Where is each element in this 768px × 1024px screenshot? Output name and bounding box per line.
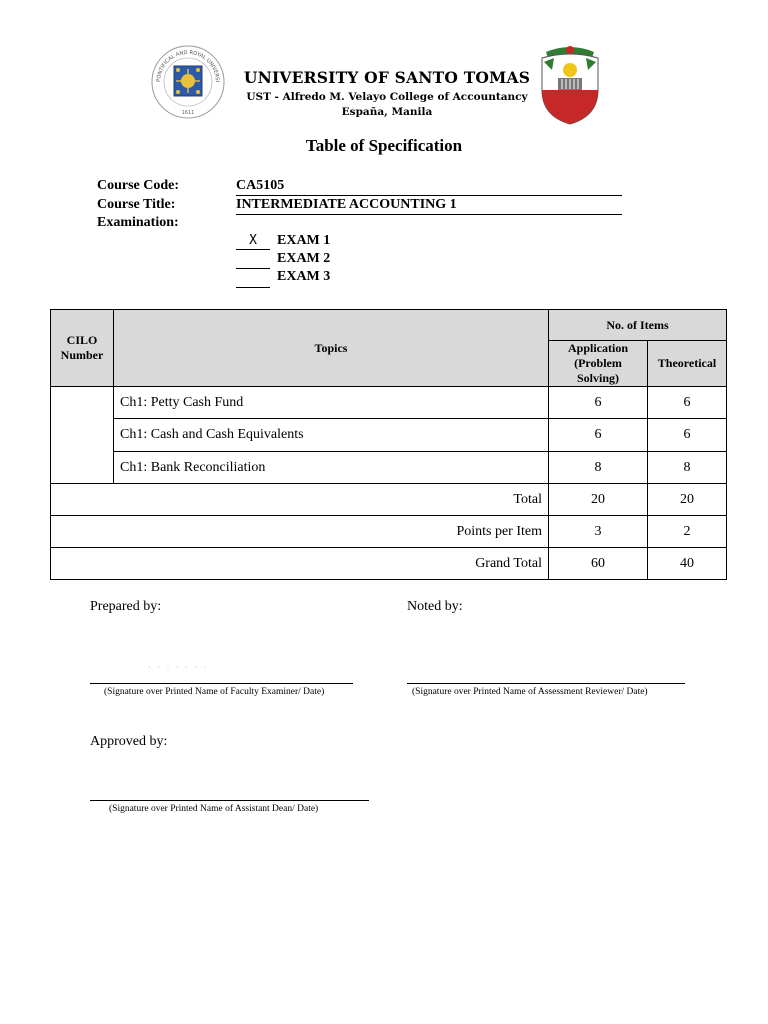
exam-3-mark	[236, 271, 270, 288]
theoretical-cell: 6	[648, 419, 727, 452]
total-label: Total	[51, 484, 549, 516]
theoretical-header: Theoretical	[648, 341, 727, 387]
points-label: Points per Item	[51, 516, 549, 548]
application-cell: 8	[549, 452, 648, 484]
exam-3-label: EXAM 3	[277, 269, 331, 284]
total-theoretical: 20	[648, 484, 727, 516]
topics-header: Topics	[114, 310, 549, 387]
seal-text: PONTIFICAL AND ROYAL UNIVERSI	[155, 49, 221, 83]
university-name: UNIVERSITY OF SANTO TOMAS	[243, 68, 531, 87]
noted-signature-line	[407, 683, 685, 684]
cilo-header: CILO Number	[51, 310, 114, 387]
table-row	[51, 452, 727, 484]
theoretical-cell: 6	[648, 387, 727, 419]
total-row	[51, 484, 727, 516]
seal-year: 1611	[181, 110, 195, 116]
university-seal-logo	[150, 44, 226, 120]
grand-total-label: Grand Total	[51, 548, 549, 580]
noted-caption: (Signature over Printed Name of Assessment Reviewer/ Date)	[412, 687, 648, 697]
grand-total-application: 60	[549, 548, 648, 580]
course-code-label: Course Code:	[97, 178, 180, 193]
cilo-cell	[51, 387, 114, 484]
application-header: Application (Problem Solving)	[549, 341, 648, 387]
topic-cell: Ch1: Petty Cash Fund	[114, 387, 549, 419]
table-row	[51, 387, 727, 419]
prepared-signature-line	[90, 683, 353, 684]
theoretical-cell: 8	[648, 452, 727, 484]
document-title: Table of Specification	[305, 136, 463, 155]
topic-cell: Ch1: Cash and Cash Equivalents	[114, 419, 549, 452]
course-title-value: INTERMEDIATE ACCOUNTING 1	[236, 197, 622, 215]
faded-signature: · · · · · · ·	[148, 662, 209, 672]
table-row	[51, 419, 727, 452]
application-cell: 6	[549, 387, 648, 419]
noted-by-label: Noted by:	[407, 599, 463, 614]
total-application: 20	[549, 484, 648, 516]
college-name: UST - Alfredo M. Velayo College of Accountancy	[246, 91, 528, 103]
course-code-value: CA5105	[236, 178, 622, 196]
approved-caption: (Signature over Printed Name of Assistant Dean/ Date)	[109, 804, 319, 814]
approved-by-label: Approved by:	[90, 734, 168, 749]
points-row	[51, 516, 727, 548]
college-crest-logo	[536, 44, 604, 126]
points-theoretical: 2	[648, 516, 727, 548]
exam-1-label: EXAM 1	[277, 233, 331, 248]
prepared-by-label: Prepared by:	[90, 599, 162, 614]
topic-cell: Ch1: Bank Reconciliation	[114, 452, 549, 484]
grand-total-theoretical: 40	[648, 548, 727, 580]
examination-label: Examination:	[97, 215, 179, 230]
exam-2-label: EXAM 2	[277, 251, 331, 266]
grand-total-row	[51, 548, 727, 580]
exam-1-mark: X	[236, 233, 270, 250]
course-title-label: Course Title:	[97, 197, 176, 212]
university-location: España, Manila	[341, 106, 433, 118]
exam-2-mark	[236, 252, 270, 269]
approved-signature-line	[90, 800, 369, 801]
specification-table	[50, 309, 727, 580]
points-application: 3	[549, 516, 648, 548]
items-header: No. of Items	[549, 310, 727, 341]
prepared-caption: (Signature over Printed Name of Faculty Examiner/ Date)	[104, 687, 325, 697]
application-cell: 6	[549, 419, 648, 452]
